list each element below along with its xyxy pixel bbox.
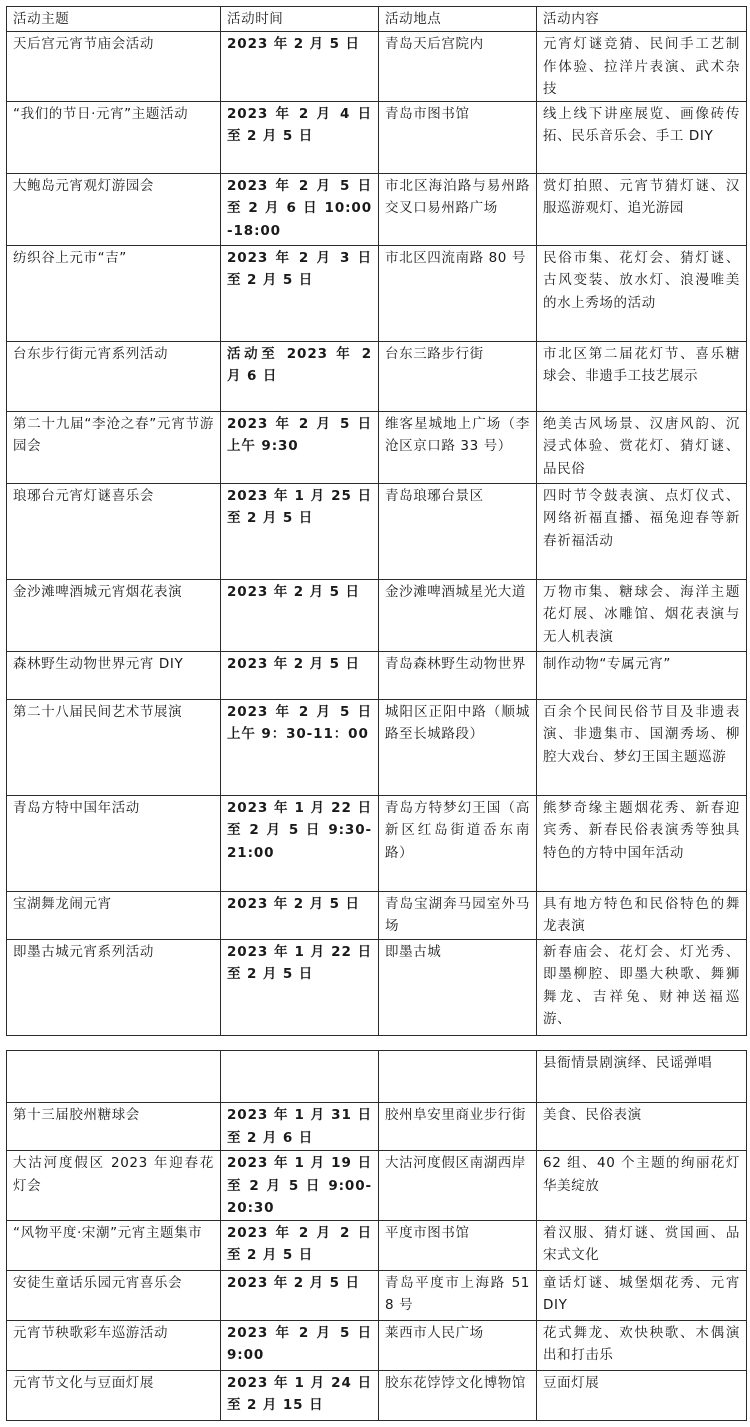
- cell-theme: “我们的节日·元宵”主题活动: [7, 101, 221, 173]
- table-row: [7, 1151, 747, 1221]
- cell-theme: 天后宫元宵节庙会活动: [7, 32, 221, 102]
- cell-time: 2023 年 1 月 19 日至 2 月 5 日 9:00-20:30: [221, 1151, 379, 1221]
- cell-theme: 第二十九届“李沧之春”元宵节游园会: [7, 411, 221, 483]
- cell-place: [379, 1051, 537, 1103]
- cell-place: 青岛方特梦幻王国（高新区红岛街道岙东南路）: [379, 795, 537, 891]
- events-table-part-2: [6, 1050, 747, 1421]
- table-row: [7, 1270, 747, 1320]
- cell-theme: 安徒生童话乐园元宵喜乐会: [7, 1270, 221, 1320]
- cell-time: 2023 年 2 月 4 日至 2 月 5 日: [221, 101, 379, 173]
- table-row: [7, 1103, 747, 1151]
- cell-time: 2023 年 2 月 5 日至 2 月 6 日 10:00-18:00: [221, 173, 379, 245]
- table-row: [7, 32, 747, 102]
- cell-theme: 台东步行街元宵系列活动: [7, 341, 221, 411]
- cell-time: 2023 年 2 月 2 日至 2 月 5 日: [221, 1220, 379, 1270]
- cell-content: 熊梦奇缘主题烟花秀、新春迎宾秀、新春民俗表演秀等独具特色的方特中国年活动: [537, 795, 747, 891]
- cell-theme: 宝湖舞龙闹元宵: [7, 891, 221, 939]
- cell-place: 台东三路步行街: [379, 341, 537, 411]
- table-header-row: [7, 7, 747, 32]
- cell-content: 美食、民俗表演: [537, 1103, 747, 1151]
- header-place: 活动地点: [379, 7, 537, 32]
- cell-theme: 大鲍岛元宵观灯游园会: [7, 173, 221, 245]
- cell-time: 2023 年 1 月 22 日至 2 月 5 日 9:30-21:00: [221, 795, 379, 891]
- cell-content: 具有地方特色和民俗特色的舞龙表演: [537, 891, 747, 939]
- table-row: [7, 1370, 747, 1420]
- table-row: [7, 651, 747, 699]
- cell-content: 着汉服、猜灯谜、赏国画、品宋式文化: [537, 1220, 747, 1270]
- table-row: [7, 245, 747, 341]
- cell-content: 新春庙会、花灯会、灯光秀、即墨柳腔、即墨大秧歌、舞狮舞龙、吉祥兔、财神送福巡游、: [537, 939, 747, 1035]
- cell-content: 童话灯谜、城堡烟花秀、元宵 DIY: [537, 1270, 747, 1320]
- cell-place: 青岛琅琊台景区: [379, 483, 537, 579]
- cell-place: 金沙滩啤酒城星光大道: [379, 579, 537, 651]
- table-row: [7, 173, 747, 245]
- cell-content: 绝美古风场景、汉唐风韵、沉浸式体验、赏花灯、猜灯谜、品民俗: [537, 411, 747, 483]
- cell-content: 制作动物“专属元宵”: [537, 651, 747, 699]
- cell-theme: 大沽河度假区 2023 年迎春花灯会: [7, 1151, 221, 1221]
- cell-theme: 森林野生动物世界元宵 DIY: [7, 651, 221, 699]
- cell-time: 2023 年 2 月 5 日: [221, 32, 379, 102]
- cell-content: 百余个民间民俗节目及非遗表演、非遗集市、国潮秀场、柳腔大戏台、梦幻王国主题巡游: [537, 699, 747, 795]
- cell-time: 2023 年 2 月 5 日 9:00: [221, 1320, 379, 1370]
- table-row: [7, 891, 747, 939]
- cell-time: [221, 1051, 379, 1103]
- cell-place: 胶州阜安里商业步行街: [379, 1103, 537, 1151]
- table-row: [7, 483, 747, 579]
- cell-time: 2023 年 2 月 5 日: [221, 579, 379, 651]
- table-row: [7, 411, 747, 483]
- header-time: 活动时间: [221, 7, 379, 32]
- cell-content: 元宵灯谜竞猜、民间手工艺制作体验、拉洋片表演、武术杂技: [537, 32, 747, 102]
- cell-theme: 琅琊台元宵灯谜喜乐会: [7, 483, 221, 579]
- cell-place: 莱西市人民广场: [379, 1320, 537, 1370]
- cell-place: 大沽河度假区南湖西岸: [379, 1151, 537, 1221]
- cell-time: 活动至 2023 年 2 月 6 日: [221, 341, 379, 411]
- cell-time: 2023 年 1 月 25 日至 2 月 5 日: [221, 483, 379, 579]
- continuation-row: [7, 1051, 747, 1103]
- cell-time: 2023 年 1 月 22 日至 2 月 5 日: [221, 939, 379, 1035]
- cell-content: 线上线下讲座展览、画像砖传拓、民乐音乐会、手工 DIY: [537, 101, 747, 173]
- cell-content: 62 组、40 个主题的绚丽花灯华美绽放: [537, 1151, 747, 1221]
- cell-place: 即墨古城: [379, 939, 537, 1035]
- cell-theme: 金沙滩啤酒城元宵烟花表演: [7, 579, 221, 651]
- cell-content: 县衙情景剧演绎、民谣弹唱: [537, 1051, 747, 1103]
- table-row: [7, 579, 747, 651]
- cell-theme: “风物平度·宋潮”元宵主题集市: [7, 1220, 221, 1270]
- cell-content: 万物市集、糖球会、海洋主题花灯展、冰雕馆、烟花表演与无人机表演: [537, 579, 747, 651]
- cell-time: 2023 年 1 月 31 日至 2 月 6 日: [221, 1103, 379, 1151]
- cell-place: 青岛天后宫院内: [379, 32, 537, 102]
- cell-content: 赏灯拍照、元宵节猜灯谜、汉服巡游观灯、追光游园: [537, 173, 747, 245]
- cell-place: 市北区海泊路与易州路交叉口易州路广场: [379, 173, 537, 245]
- table-row: [7, 1320, 747, 1370]
- cell-place: 青岛市图书馆: [379, 101, 537, 173]
- cell-theme: 青岛方特中国年活动: [7, 795, 221, 891]
- cell-time: 2023 年 1 月 24 日至 2 月 15 日: [221, 1370, 379, 1420]
- cell-place: 城阳区正阳中路（顺城路至长城路段）: [379, 699, 537, 795]
- table-row: [7, 1220, 747, 1270]
- cell-time: 2023 年 2 月 5 日: [221, 891, 379, 939]
- header-content: 活动内容: [537, 7, 747, 32]
- cell-time: 2023 年 2 月 3 日至 2 月 5 日: [221, 245, 379, 341]
- cell-time: 2023 年 2 月 5 日: [221, 1270, 379, 1320]
- cell-place: 青岛平度市上海路 518 号: [379, 1270, 537, 1320]
- cell-time: 2023 年 2 月 5 日上午 9：30-11：00: [221, 699, 379, 795]
- cell-theme: 元宵节文化与豆面灯展: [7, 1370, 221, 1420]
- events-table-part-1: [6, 6, 747, 1036]
- cell-theme: 第十三届胶州糖球会: [7, 1103, 221, 1151]
- cell-content: 花式舞龙、欢快秧歌、木偶演出和打击乐: [537, 1320, 747, 1370]
- table-row: [7, 101, 747, 173]
- cell-time: 2023 年 2 月 5 日: [221, 651, 379, 699]
- cell-place: 维客星城地上广场（李沧区京口路 33 号）: [379, 411, 537, 483]
- cell-content: 民俗市集、花灯会、猜灯谜、古风变装、放水灯、浪漫唯美的水上秀场的活动: [537, 245, 747, 341]
- table-row: [7, 795, 747, 891]
- cell-content: 市北区第二届花灯节、喜乐糖球会、非遗手工技艺展示: [537, 341, 747, 411]
- table-row: [7, 341, 747, 411]
- cell-place: 平度市图书馆: [379, 1220, 537, 1270]
- cell-place: 胶东花饽饽文化博物馆: [379, 1370, 537, 1420]
- header-theme: 活动主题: [7, 7, 221, 32]
- cell-theme: [7, 1051, 221, 1103]
- cell-place: 青岛宝湖奔马园室外马场: [379, 891, 537, 939]
- cell-content: 四时节令鼓表演、点灯仪式、网络祈福直播、福兔迎春等新春祈福活动: [537, 483, 747, 579]
- cell-theme: 元宵节秧歌彩车巡游活动: [7, 1320, 221, 1370]
- cell-place: 青岛森林野生动物世界: [379, 651, 537, 699]
- cell-place: 市北区四流南路 80 号: [379, 245, 537, 341]
- cell-time: 2023 年 2 月 5 日上午 9:30: [221, 411, 379, 483]
- cell-theme: 第二十八届民间艺术节展演: [7, 699, 221, 795]
- table-row: [7, 939, 747, 1035]
- cell-theme: 纺织谷上元市“吉”: [7, 245, 221, 341]
- table-row: [7, 699, 747, 795]
- cell-content: 豆面灯展: [537, 1370, 747, 1420]
- cell-theme: 即墨古城元宵系列活动: [7, 939, 221, 1035]
